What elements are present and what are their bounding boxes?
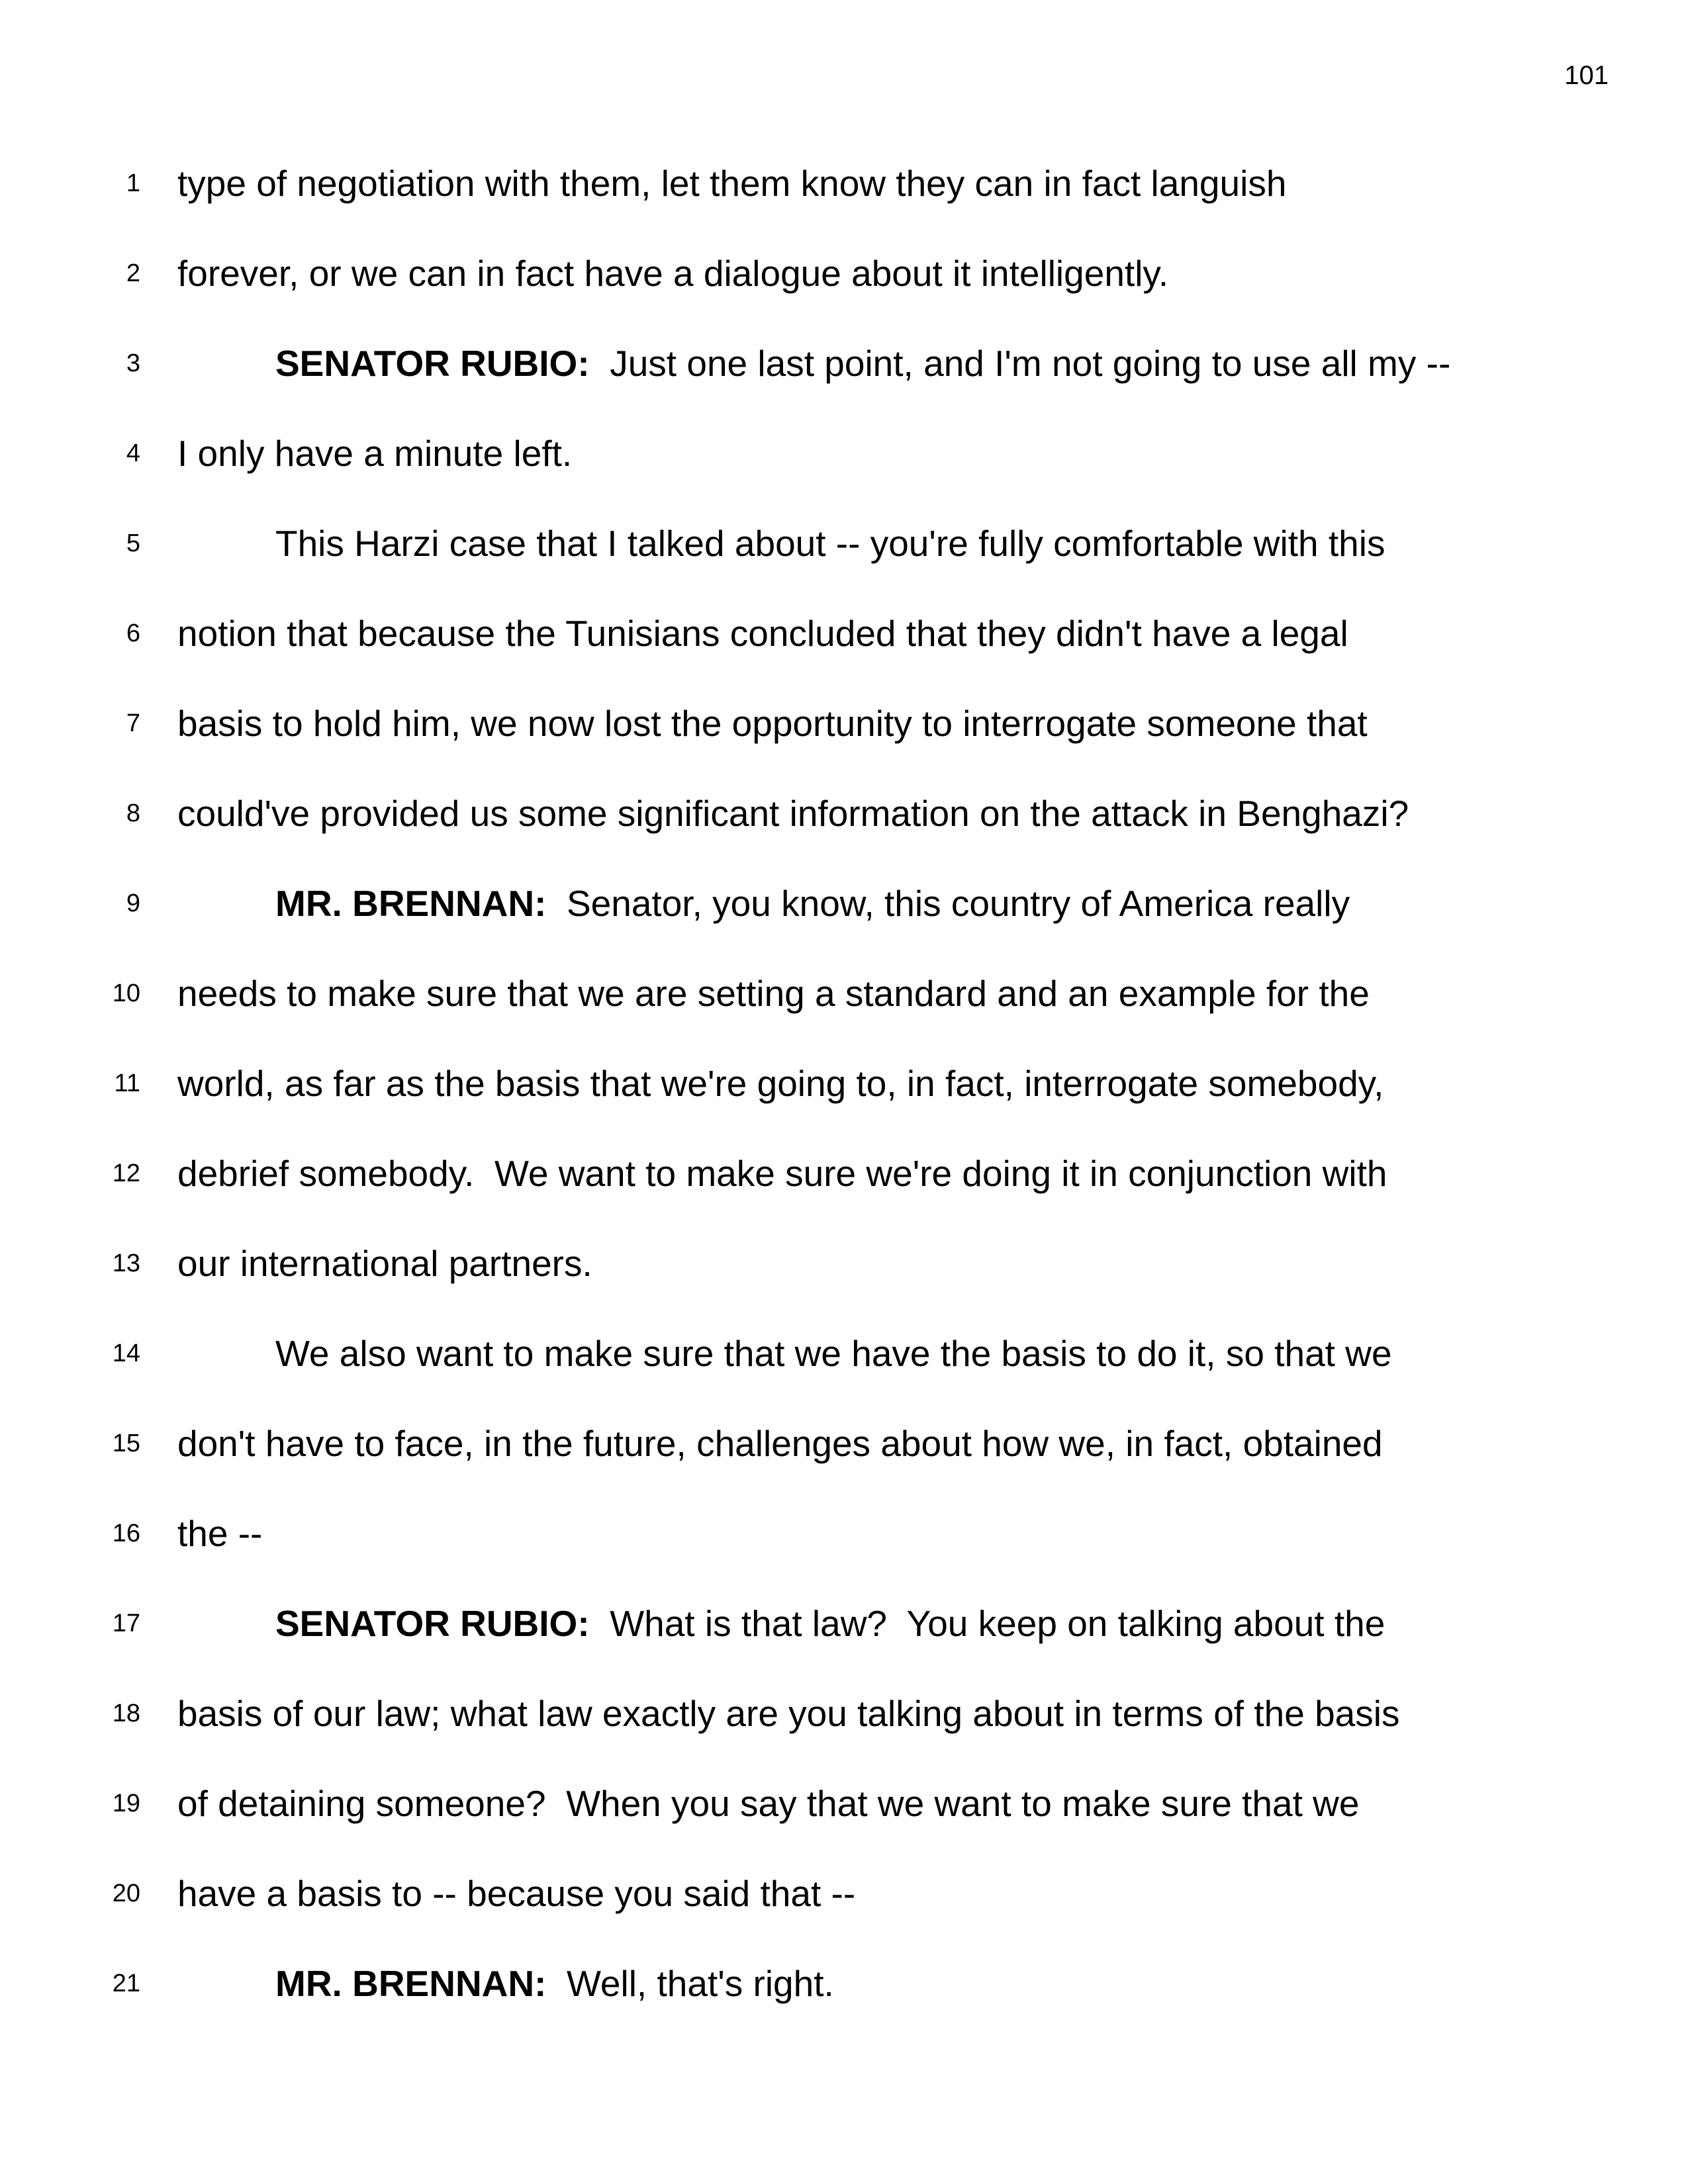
line-text <box>177 678 1368 768</box>
line-body: notion that because the Tunisians concluded that they didn't have a legal <box>177 613 1348 654</box>
speaker-name: MR. BRENNAN: <box>275 883 547 924</box>
transcript-line <box>0 318 1688 408</box>
line-body: This Harzi case that I talked about -- you're fully comfortable with this <box>275 523 1385 564</box>
transcript-line <box>0 948 1688 1038</box>
transcript-line <box>0 1488 1688 1578</box>
line-number: 16 <box>112 1520 140 1547</box>
line-number: 20 <box>112 1880 140 1907</box>
line-text <box>275 318 1450 408</box>
line-text <box>177 138 1286 228</box>
line-number: 21 <box>112 1970 140 1997</box>
line-body: our international partners. <box>177 1243 592 1284</box>
line-number: 17 <box>112 1610 140 1637</box>
transcript-lines <box>0 138 1688 2028</box>
line-body: basis to hold him, we now lost the opportunity to interrogate someone that <box>177 703 1368 744</box>
transcript-line <box>0 1128 1688 1218</box>
transcript-line <box>0 588 1688 678</box>
line-text <box>275 1578 1385 1668</box>
line-text <box>275 858 1350 948</box>
transcript-line <box>0 498 1688 588</box>
line-body: the -- <box>177 1513 263 1554</box>
line-body: world, as far as the basis that we're going to, in fact, interrogate somebody, <box>177 1063 1384 1104</box>
line-number: 13 <box>112 1250 140 1277</box>
line-number: 1 <box>126 169 140 197</box>
line-number: 12 <box>112 1160 140 1187</box>
transcript-line <box>0 1308 1688 1398</box>
line-text <box>177 768 1409 858</box>
line-body: We also want to make sure that we have the basis to do it, so that we <box>275 1333 1392 1374</box>
transcript-line <box>0 1668 1688 1758</box>
line-body: Just one last point, and I'm not going to use all my -- <box>589 343 1451 384</box>
line-number: 2 <box>126 259 140 287</box>
speaker-name: SENATOR RUBIO: <box>275 1603 590 1644</box>
line-body: don't have to face, in the future, challenges about how we, in fact, obtained <box>177 1423 1383 1464</box>
transcript-line <box>0 1578 1688 1668</box>
line-text <box>177 1488 262 1578</box>
transcript-line <box>0 768 1688 858</box>
line-number: 6 <box>126 619 140 647</box>
line-number: 19 <box>112 1790 140 1817</box>
line-text <box>177 588 1348 678</box>
line-number: 8 <box>126 799 140 827</box>
transcript-line <box>0 1758 1688 1848</box>
transcript-line <box>0 1938 1688 2028</box>
line-body: Senator, you know, this country of America really <box>546 883 1350 924</box>
line-text <box>177 1758 1359 1848</box>
line-body: debrief somebody. We want to make sure we're doing it in conjunction with <box>177 1153 1387 1194</box>
line-text <box>275 1308 1392 1398</box>
line-text <box>275 498 1385 588</box>
line-number: 18 <box>112 1700 140 1727</box>
line-number: 5 <box>126 529 140 557</box>
line-text <box>177 1128 1387 1218</box>
line-body: Well, that's right. <box>546 1963 834 2004</box>
line-number: 15 <box>112 1430 140 1457</box>
line-text <box>177 1038 1383 1128</box>
line-text <box>275 1938 834 2028</box>
transcript-line <box>0 678 1688 768</box>
line-body: forever, or we can in fact have a dialogue about it intelligently. <box>177 253 1169 294</box>
line-body: type of negotiation with them, let them know they can in fact languish <box>177 163 1287 204</box>
line-number: 14 <box>112 1340 140 1367</box>
line-number: 3 <box>126 349 140 377</box>
line-body: could've provided us some significant information on the attack in Benghazi? <box>177 793 1409 834</box>
transcript-line <box>0 228 1688 318</box>
line-body: basis of our law; what law exactly are you talking about in terms of the basis <box>177 1693 1400 1734</box>
transcript-line <box>0 138 1688 228</box>
line-number: 9 <box>126 889 140 917</box>
transcript-line <box>0 408 1688 498</box>
page-number: 101 <box>1564 61 1609 90</box>
line-text <box>177 1668 1399 1758</box>
transcript-line <box>0 1848 1688 1938</box>
transcript-line <box>0 1218 1688 1308</box>
line-body: of detaining someone? When you say that we want to make sure that we <box>177 1783 1360 1824</box>
line-number: 10 <box>112 979 140 1007</box>
line-body: needs to make sure that we are setting a standard and an example for the <box>177 973 1370 1014</box>
line-number: 4 <box>126 439 140 467</box>
line-text <box>177 228 1168 318</box>
line-text <box>177 1398 1383 1488</box>
line-number: 7 <box>126 709 140 737</box>
line-body: What is that law? You keep on talking about the <box>589 1603 1385 1644</box>
line-text <box>177 948 1370 1038</box>
line-text <box>177 408 572 498</box>
transcript-line <box>0 1398 1688 1488</box>
speaker-name: SENATOR RUBIO: <box>275 343 590 384</box>
line-number: 11 <box>114 1069 140 1097</box>
transcript-line <box>0 1038 1688 1128</box>
line-body: have a basis to -- because you said that -- <box>177 1873 856 1914</box>
speaker-name: MR. BRENNAN: <box>275 1963 547 2004</box>
line-text <box>177 1848 855 1938</box>
line-body: I only have a minute left. <box>177 433 573 474</box>
line-text <box>177 1218 592 1308</box>
transcript-line <box>0 858 1688 948</box>
